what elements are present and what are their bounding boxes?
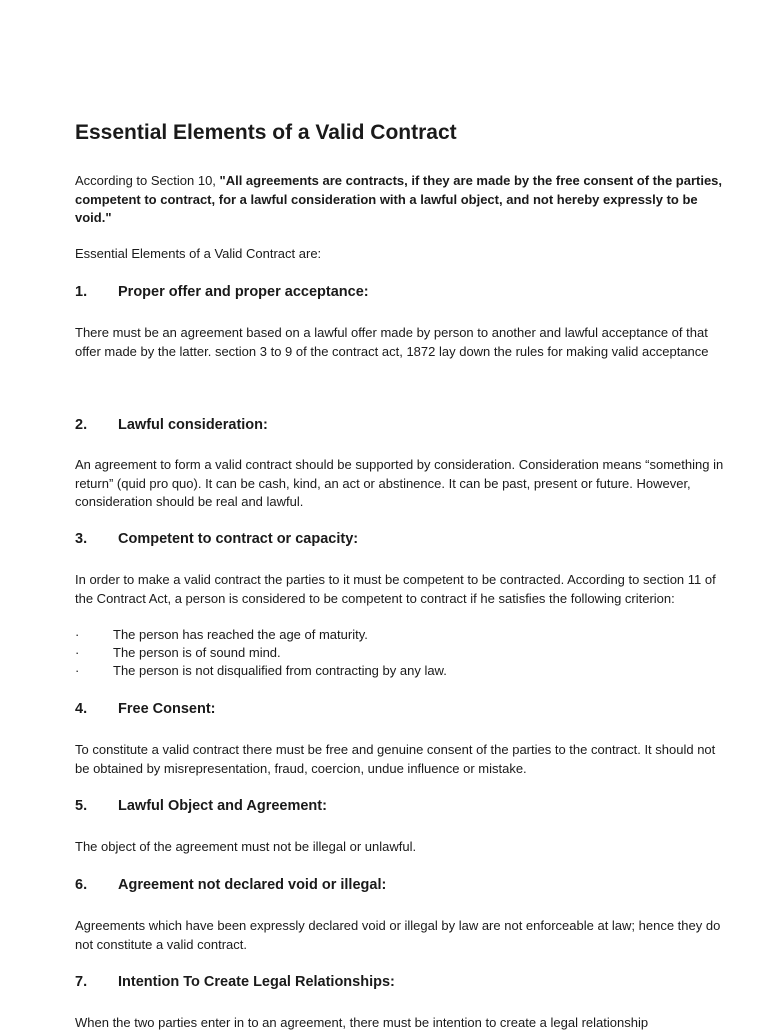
section-heading-6 — [75, 877, 386, 893]
section-body-6: Agreements which have been expressly declared void or illegal by law are not enforceable at law; hence they do not constitute a valid contract. — [75, 918, 721, 952]
list-item-text: The person is not disqualified from contracting by any law. — [113, 663, 447, 678]
list-item — [75, 644, 281, 663]
bullet-icon: · — [75, 627, 80, 642]
section-10-quote: "All agreements are contracts, if they are made by the free consent of the parties, competent to contract, for a lawful consideration with a lawful object, and not hereby expressly to be void." — [75, 173, 723, 225]
section-number: 5. — [75, 798, 88, 814]
list-item — [75, 662, 447, 681]
section-body-3: In order to make a valid contract the parties to it must be competent to be contracted. According to section 11 of the Contract Act, a person is considered to be competent to contract if he satisfies the following criterion: — [75, 572, 716, 606]
section-heading-5 — [75, 798, 327, 814]
section-title: Lawful consideration: — [118, 417, 268, 433]
list-item — [75, 626, 368, 645]
section-heading-2 — [75, 417, 268, 433]
section-title: Intention To Create Legal Relationships: — [118, 974, 395, 990]
section-number: 1. — [75, 284, 88, 300]
section-body-5: The object of the agreement must not be illegal or unlawful. — [75, 839, 417, 854]
section-body-7: When the two parties enter in to an agreement, there must be intention to create a legal relationship — [75, 1015, 649, 1030]
section-number: 6. — [75, 877, 88, 893]
section-heading-3 — [75, 531, 358, 547]
section-number: 2. — [75, 417, 88, 433]
section-title: Agreement not declared void or illegal: — [118, 877, 387, 893]
section-heading-4 — [75, 701, 216, 717]
section-body-1: There must be an agreement based on a lawful offer made by person to another and lawful acceptance of that offer made by the latter. section 3 to 9 of the contract act, 1872 lay down the rules for making valid acceptance — [75, 325, 709, 359]
section-title: Competent to contract or capacity: — [118, 531, 359, 547]
section-number: 7. — [75, 974, 88, 990]
bullet-icon: · — [75, 663, 80, 678]
section-heading-1 — [75, 284, 369, 300]
section-body-2: An agreement to form a valid contract should be supported by consideration. Consideration means “something in return” (quid pro quo). It can be cash, kind, an act or abstinence. It can be past, present or future. However, consideration should be real and lawful. — [75, 457, 724, 509]
section-title: Free Consent: — [118, 701, 216, 717]
list-item-text: The person has reached the age of maturity. — [113, 627, 368, 642]
section-number: 4. — [75, 701, 88, 717]
section-heading-7 — [75, 974, 395, 990]
intro-prefix: According to Section 10, — [75, 173, 220, 188]
section-body-4: To constitute a valid contract there must be free and genuine consent of the parties to the contract. It should not be obtained by misrepresentation, fraud, coercion, undue influence or mistake. — [75, 742, 716, 776]
list-item-text: The person is of sound mind. — [113, 645, 281, 660]
page-title: Essential Elements of a Valid Contract — [75, 121, 457, 144]
section-title: Lawful Object and Agreement: — [118, 798, 327, 814]
bullet-icon: · — [75, 645, 80, 660]
section-number: 3. — [75, 531, 88, 547]
intro-paragraph — [75, 172, 725, 228]
lead-text: Essential Elements of a Valid Contract are: — [75, 246, 322, 261]
section-title: Proper offer and proper acceptance: — [118, 284, 369, 300]
